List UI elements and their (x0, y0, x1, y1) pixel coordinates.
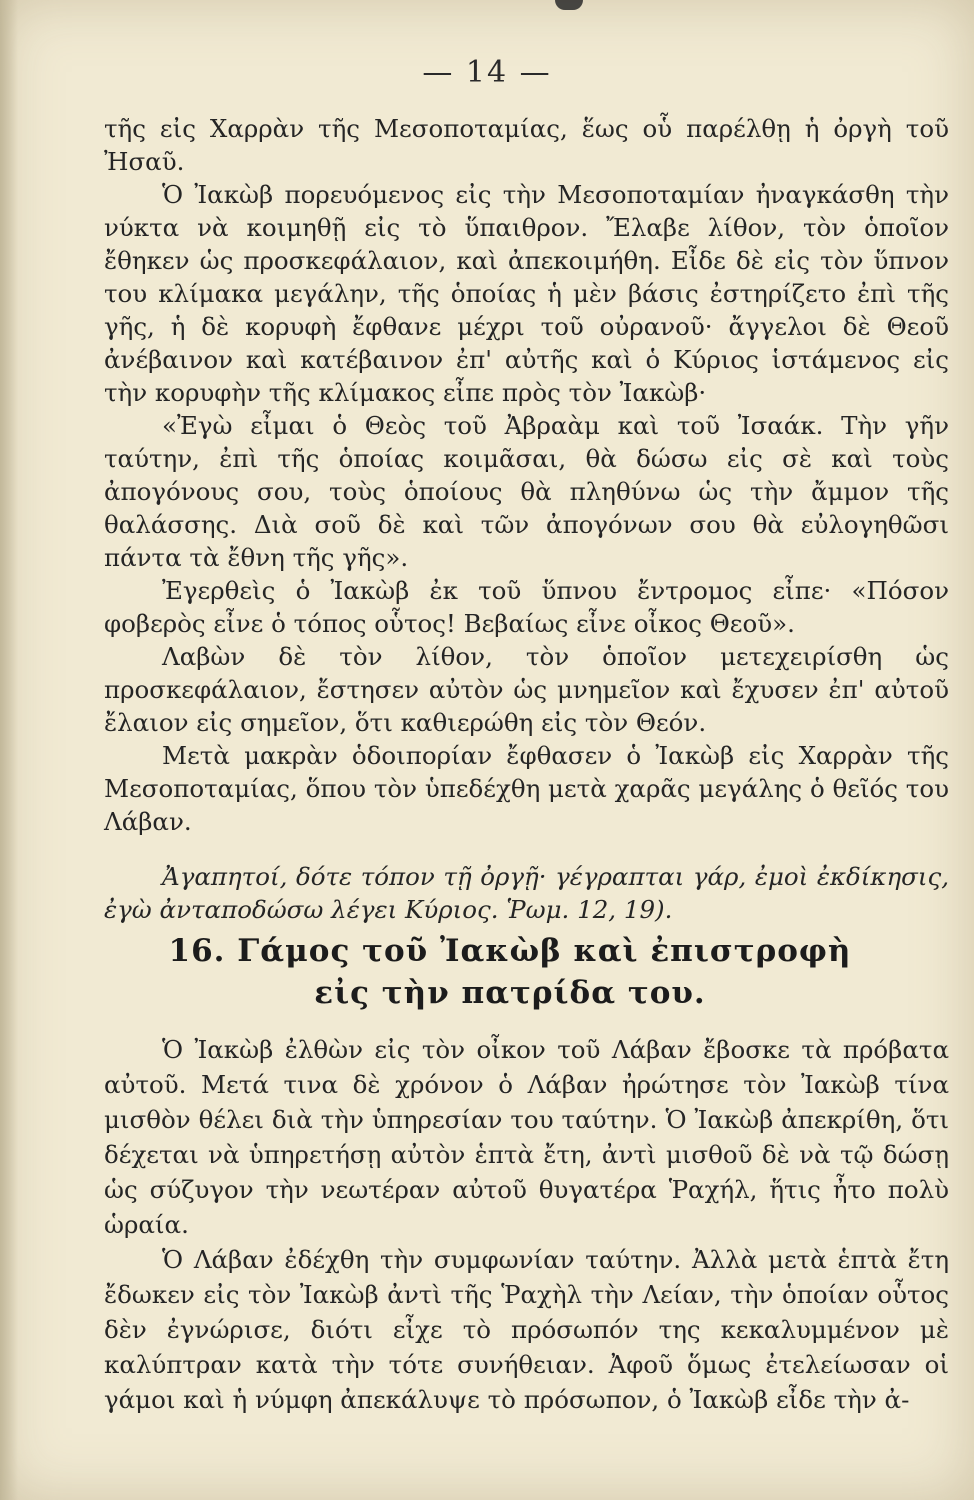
paragraph-jacob-ladder: Ὁ Ἰακὼβ πορευόμενος εἰς τὴν Μεσοποταμίαν ἠναγκάσθη τὴν νύκτα νὰ κοιμηθῇ εἰς τὸ ὕπαιθρον. Ἔλαβε λίθον, τὸν ὁποῖον ἔθηκεν ὡς προσκεφάλαιον, καὶ ἀπεκοιμήθη. Εἶδε δὲ εἰς τὸν ὕπνον του κλίμακα μεγάλην, τῆς ὁποίας ἡ μὲν βάσις ἐστηρίζετο ἐπὶ τῆς γῆς, ἡ δὲ κορυφὴ ἔφθανε μέχρι τοῦ οὐρανοῦ· ἄγγελοι δὲ Θεοῦ ἀνέβαινον καὶ κατέβαινον ἐπ' αὐτῆς καὶ ὁ Κύριος ἱστάμενος εἰς τὴν κορυφὴν τῆς κλίμακος εἶπε πρὸς τὸν Ἰακὼβ· (104, 180, 949, 407)
paragraph-arrival-harran: Μετὰ μακρὰν ὁδοιπορίαν ἔφθασεν ὁ Ἰακὼβ εἰς Χαρρὰν τῆς Μεσοποταμίας, ὅπου τὸν ὑπεδέχθη μετὰ χαρᾶς μεγάλης ὁ θεῖός του Λάβαν. (104, 741, 949, 836)
section-heading: 16. Γάμος τοῦ Ἰακὼβ καὶ ἐπιστροφὴ εἰς τὴν πατρίδα του. (168, 933, 852, 1011)
paragraph-stone-memorial: Λαβὼν δὲ τὸν λίθον, τὸν ὁποῖον μετεχειρίσθη ὡς προσκεφάλαιον, ἔστησεν αὐτὸν ὡς μνημεῖον καὶ ἔχυσεν ἐπ' αὐτοῦ ἔλαιον εἰς σημεῖον, ὅτι καθιερώθη εἰς τὸν Θεόν. (104, 642, 949, 737)
paragraph-continuation: τῆς εἰς Χαρρὰν τῆς Μεσοποταμίας, ἕως οὗ παρέλθῃ ἡ ὀργὴ τοῦ Ἠσαῦ. (104, 114, 949, 176)
top-text-block (104, 112, 949, 926)
page-number: — 14 — (422, 55, 552, 90)
paragraph-jacob-awake: Ἐγερθεὶς ὁ Ἰακὼβ ἐκ τοῦ ὕπνου ἔντρομος εἶπε· «Πόσον φοβερὸς εἶνε ὁ τόπος οὗτος! Βεβαίως εἶνε οἶκος Θεοῦ». (104, 576, 949, 638)
page-top-mark (555, 0, 583, 10)
section-text-block (104, 1032, 949, 1417)
binding-shadow (0, 0, 18, 1500)
scripture-quote: Ἀγαπητοί, δότε τόπον τῇ ὀργῇ· γέγραπται γάρ, ἐμοὶ ἐκδίκησις, ἐγὼ ἀνταποδώσω λέγει Κύριος. Ῥωμ. 12, 19). (104, 862, 949, 924)
paragraph-laban-deception: Ὁ Λάβαν ἐδέχθη τὴν συμφωνίαν ταύτην. Ἀλλὰ μετὰ ἑπτὰ ἔτη ἔδωκεν εἰς τὸν Ἰακὼβ ἀντὶ τῆς Ῥαχὴλ τὴν Λείαν, τὴν ὁποίαν οὗτος δὲν ἐγνώρισε, διότι εἶχε τὸ πρόσωπόν της κεκαλυμμένον μὲ καλύπτραν κατὰ τὴν τότε συνήθειαν. Ἀφοῦ ὅμως ἐτελείωσαν οἱ γάμοι καὶ ἡ νύμφη ἀπεκάλυψε τὸ πρόσωπον, ὁ Ἰακὼβ εἶδε τὴν ἀ- (104, 1245, 949, 1414)
paragraph-god-promise: «Ἐγὼ εἶμαι ὁ Θεὸς τοῦ Ἀβραὰμ καὶ τοῦ Ἰσαάκ. Τὴν γῆν ταύτην, ἐπὶ τῆς ὁποίας κοιμᾶσαι, θὰ δώσω εἰς σὲ καὶ τοὺς ἀπογόνους σου, τοὺς ὁποίους θὰ πληθύνω ὡς τὴν ἄμμον τῆς θαλάσσης. Διὰ σοῦ δὲ καὶ τῶν ἀπογόνων σου θὰ εὐλογηθῶσι πάντα τὰ ἔθνη τῆς γῆς». (104, 411, 949, 572)
paragraph-laban-service: Ὁ Ἰακὼβ ἐλθὼν εἰς τὸν οἶκον τοῦ Λάβαν ἔβοσκε τὰ πρόβατα αὐτοῦ. Μετά τινα δὲ χρόνον ὁ Λάβαν ἠρώτησε τὸν Ἰακὼβ τίνα μισθὸν θέλει διὰ τὴν ὑπηρεσίαν του ταύτην. Ὁ Ἰακὼβ ἀπεκρίθη, ὅτι δέχεται νὰ ὑπηρετήσῃ αὐτὸν ἑπτὰ ἔτη, ἀντὶ μισθοῦ δὲ νὰ τῷ δώσῃ ὡς σύζυγον τὴν νεωτέραν αὐτοῦ θυγατέρα Ῥαχήλ, ἥτις ἦτο πολὺ ὡραία. (104, 1035, 949, 1239)
